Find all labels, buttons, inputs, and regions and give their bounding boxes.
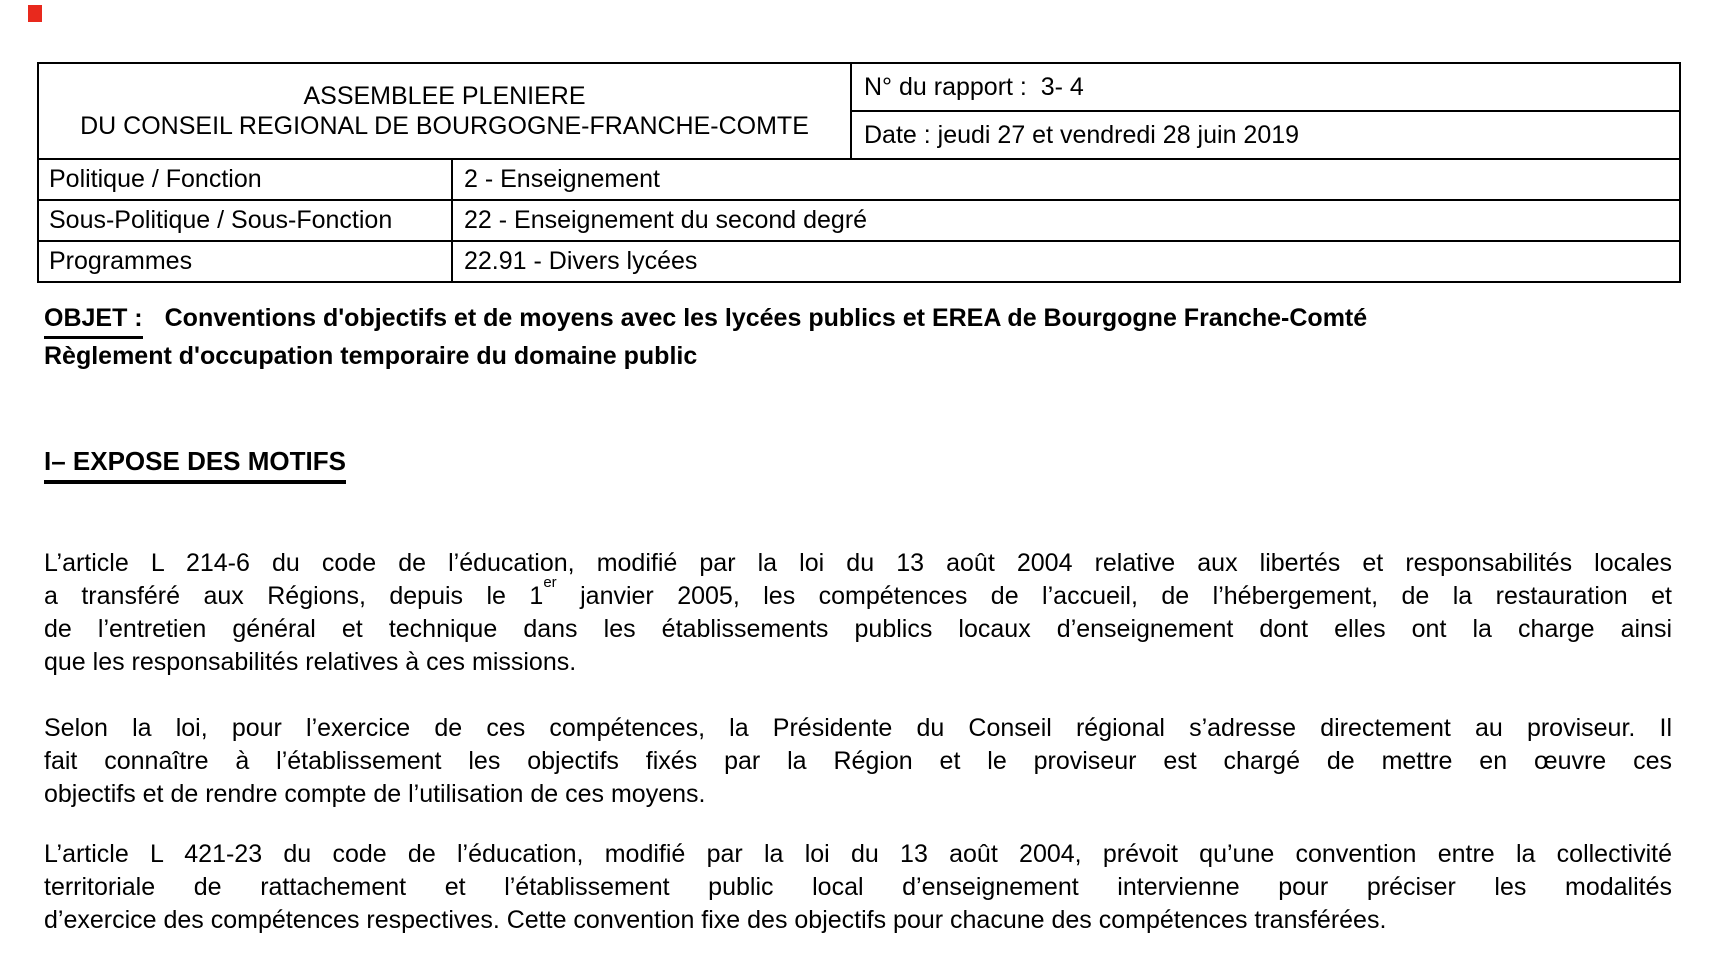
paragraph-3-line-1: L’article L 421-23 du code de l’éducation, modifié par la loi du 13 août 2004, prévoit qu’une convention entre la collectivité [44,840,1672,868]
assembly-title-cell [39,64,852,158]
paragraph-3-line-3: d’exercice des compétences respectives. Cette convention fixe des objectifs pour chacune des compétences transférées. [44,906,1387,934]
header-table [37,62,1681,283]
paragraph-1-line-1: L’article L 214-6 du code de l’éducation, modifié par la loi du 13 août 2004 relative aux libertés et responsabilités locales [44,549,1672,577]
red-marker [28,5,42,22]
paragraph-2-line-1: Selon la loi, pour l’exercice de ces compétences, la Présidente du Conseil régional s’adresse directement au proviseur. Il [44,714,1672,742]
objet-section [44,301,1672,373]
objet-text-line2: Règlement d'occupation temporaire du domaine public [44,342,698,370]
paragraph-1-line-2-before: a transféré aux Régions, depuis le 1 [44,582,544,610]
section-heading [44,446,346,484]
politique-label: Politique / Fonction [39,160,453,199]
table-row-programmes [39,240,1679,281]
politique-value: 2 - Enseignement [464,165,660,193]
table-row-sous-politique [39,199,1679,240]
paragraph-1 [44,547,1672,679]
report-date-cell: Date : jeudi 27 et vendredi 28 juin 2019 [852,110,1679,158]
table-row-politique [39,160,1679,199]
report-number-cell: N° du rapport : 3- 4 [864,72,1084,101]
section-heading-text: I– EXPOSE DES MOTIFS [44,446,346,484]
paragraph-1-line-3: de l’entretien général et technique dans les établissements publics locaux d’enseignement dont elles ont la charge ainsi [44,615,1672,643]
objet-line-1 [44,301,1672,339]
programmes-label: Programmes [39,242,453,281]
assembly-title-line1: ASSEMBLEE PLENIERE [303,82,586,110]
paragraph-2-line-3: objectifs et de rendre compte de l’utilisation de ces moyens. [44,780,706,808]
sous-politique-label: Sous-Politique / Sous-Fonction [39,201,453,240]
report-meta-cells [852,64,1679,158]
header-table-top-row [39,64,1679,160]
paragraph-2-line-2: fait connaître à l’établissement les objectifs fixés par la Région et le proviseur est chargé de mettre en œuvre ces [44,747,1672,775]
paragraph-3 [44,838,1672,937]
paragraph-1-line-2 [44,573,1672,613]
ordinal-superscript: er [543,573,557,591]
paragraph-1-line-2-after: janvier 2005, les compétences de l’accueil, de l’hébergement, de la restauration et [556,582,1672,610]
programmes-value: 22.91 - Divers lycées [464,247,698,275]
paragraph-2 [44,712,1672,811]
objet-label: OBJET : [44,301,143,339]
sous-politique-value: 22 - Enseignement du second degré [464,206,868,234]
paragraph-1-line-4: que les responsabilités relatives à ces missions. [44,648,577,676]
paragraph-3-line-2: territoriale de rattachement et l’établissement public local d’enseignement intervienne pour préciser les modalités [44,873,1672,901]
objet-text-line1: Conventions d'objectifs et de moyens avec les lycées publics et EREA de Bourgogne Franche-Comté [164,304,1368,332]
assembly-title-line2: DU CONSEIL REGIONAL DE BOURGOGNE-FRANCHE-COMTE [80,112,809,140]
